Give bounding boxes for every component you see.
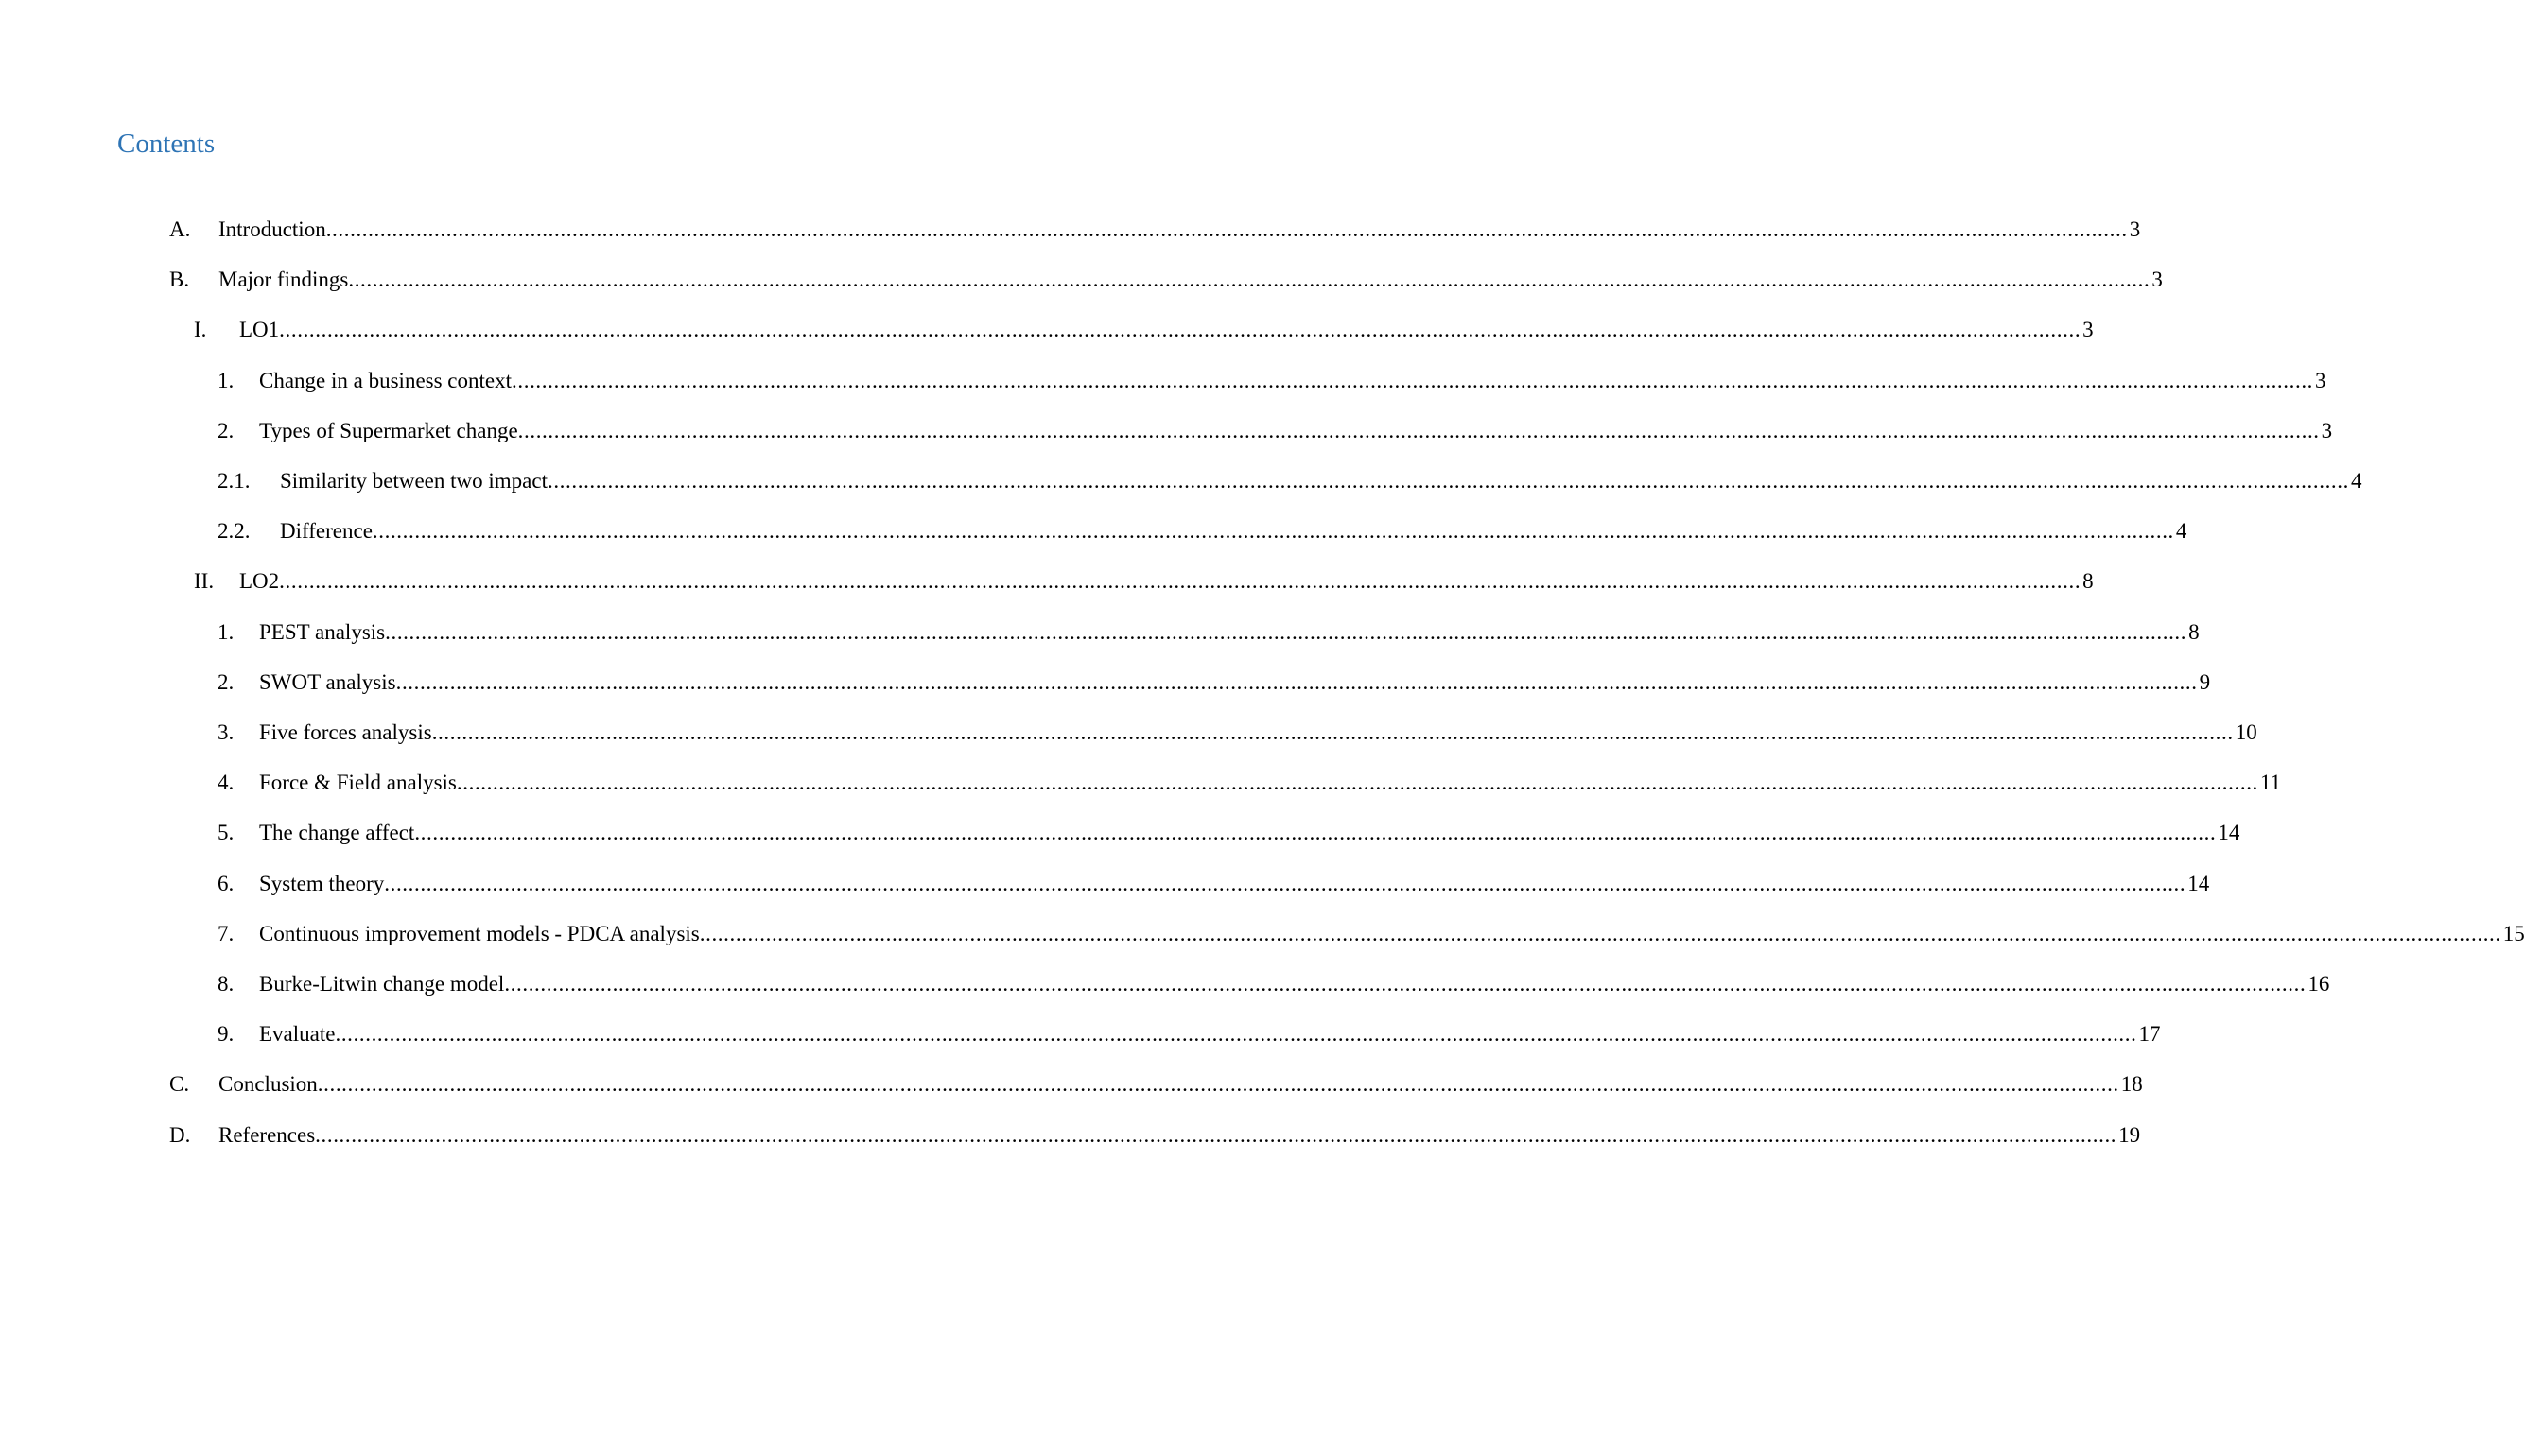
toc-entry-number: D. <box>169 1123 191 1147</box>
toc-entry-title[interactable]: LO1 <box>239 318 280 341</box>
toc-entry[interactable] <box>0 304 2094 355</box>
toc-entry-line <box>239 304 2094 355</box>
toc-entry-number: 9. <box>218 1022 235 1046</box>
toc-entry-number: 3. <box>218 720 235 744</box>
toc-entry[interactable] <box>0 1009 2161 1059</box>
toc-entry-page-number: 3 <box>2315 369 2326 392</box>
toc-entry-number: 2. <box>218 670 235 694</box>
toc-dot-leader: ............................................................................................................................................................................................................................................................................................................ <box>279 318 2081 341</box>
toc-entry-line <box>259 657 2211 707</box>
toc-dot-leader: ............................................................................................................................................................................................................................................................................................................ <box>512 369 2314 392</box>
toc-entry-page-number: 8 <box>2188 620 2200 644</box>
toc-entry-page-number: 14 <box>2187 872 2210 895</box>
toc-entry-line <box>218 1110 2141 1160</box>
toc-entry-line <box>280 456 2362 506</box>
toc-entry-line <box>218 204 2141 254</box>
toc-dot-leader: ............................................................................................................................................................................................................................................................................................................ <box>384 872 2186 895</box>
toc-dot-leader: ............................................................................................................................................................................................................................................................................................................ <box>456 771 2258 794</box>
toc-entry-title[interactable]: Similarity between two impact <box>280 469 548 493</box>
toc-entry-page-number: 3 <box>2129 217 2141 241</box>
toc-entry[interactable] <box>0 456 2362 506</box>
toc-entry-number: A. <box>169 217 191 241</box>
toc-entry-line <box>280 506 2187 556</box>
toc-entry-title[interactable]: References <box>218 1123 316 1147</box>
toc-entry-number: 2.1. <box>218 469 251 493</box>
toc-dot-leader: ............................................................................................................................................................................................................................................................................................................ <box>317 1072 2119 1096</box>
toc-entry-title[interactable]: PEST analysis <box>259 620 386 644</box>
toc-entry-number: 6. <box>218 872 235 895</box>
toc-entry-title[interactable]: Burke-Litwin change model <box>259 972 505 996</box>
toc-entry[interactable] <box>0 707 2257 757</box>
toc-entry-number: 5. <box>218 821 235 844</box>
toc-entry-title[interactable]: Introduction <box>218 217 326 241</box>
toc-entry-title[interactable]: Force & Field analysis <box>259 771 457 794</box>
toc-entry-line <box>218 1059 2143 1109</box>
toc-entry-page-number: 18 <box>2120 1072 2143 1096</box>
toc-entry-line <box>259 607 2200 657</box>
toc-dot-leader: ............................................................................................................................................................................................................................................................................................................ <box>315 1123 2117 1147</box>
toc-entry-page-number: 16 <box>2307 972 2330 996</box>
toc-entry[interactable] <box>0 355 2326 406</box>
toc-dot-leader: ............................................................................................................................................................................................................................................................................................................ <box>279 569 2081 593</box>
toc-entry-line <box>259 707 2257 757</box>
toc-entry-page-number: 3 <box>2321 419 2333 442</box>
toc-entry[interactable] <box>0 556 2094 606</box>
toc-entry-page-number: 10 <box>2235 720 2257 744</box>
toc-dot-leader: ............................................................................................................................................................................................................................................................................................................ <box>517 419 2320 442</box>
toc-entry-title[interactable]: Evaluate <box>259 1022 336 1046</box>
toc-entry[interactable] <box>0 1059 2143 1109</box>
toc-entry[interactable] <box>0 506 2187 556</box>
toc-entry-title[interactable]: System theory <box>259 872 385 895</box>
toc-dot-leader: ............................................................................................................................................................................................................................................................................................................ <box>348 268 2151 291</box>
toc-entry-number: 2.2. <box>218 519 251 543</box>
toc-dot-leader: ............................................................................................................................................................................................................................................................................................................ <box>385 620 2187 644</box>
toc-entry-page-number: 17 <box>2138 1022 2161 1046</box>
toc-entry-line <box>259 1009 2161 1059</box>
toc-entry-line <box>259 355 2326 406</box>
toc-entry[interactable] <box>0 657 2211 707</box>
toc-entry-page-number: 9 <box>2199 670 2211 694</box>
toc-entry[interactable] <box>0 406 2333 456</box>
toc-entry-line <box>259 858 2210 909</box>
toc-entry-number: 1. <box>218 369 235 392</box>
toc-entry-title[interactable]: Continuous improvement models - PDCA analysis <box>259 922 700 945</box>
toc-entry[interactable] <box>0 254 2163 304</box>
toc-entry-page-number: 8 <box>2082 569 2094 593</box>
toc-entry[interactable] <box>0 858 2210 909</box>
toc-entry[interactable] <box>0 959 2330 1009</box>
toc-entry[interactable] <box>0 807 2240 858</box>
toc-entry-title[interactable]: SWOT analysis <box>259 670 396 694</box>
toc-heading: Contents <box>117 129 216 159</box>
toc-entry-number: C. <box>169 1072 190 1096</box>
toc-entry-title[interactable]: The change affect <box>259 821 415 844</box>
toc-entry-page-number: 19 <box>2118 1123 2141 1147</box>
toc-entry-line <box>239 556 2094 606</box>
toc-dot-leader: ............................................................................................................................................................................................................................................................................................................ <box>699 922 2501 945</box>
toc-entry-title[interactable]: LO2 <box>239 569 280 593</box>
toc-entry-number: 8. <box>218 972 235 996</box>
toc-entry-page-number: 11 <box>2259 771 2282 794</box>
toc-entry-page-number: 4 <box>2350 469 2362 493</box>
toc-entry-page-number: 3 <box>2151 268 2163 291</box>
toc-entry-title[interactable]: Five forces analysis <box>259 720 432 744</box>
toc-dot-leader: ............................................................................................................................................................................................................................................................................................................ <box>431 720 2234 744</box>
toc-entry[interactable] <box>0 1110 2141 1160</box>
toc-dot-leader: ............................................................................................................................................................................................................................................................................................................ <box>372 519 2174 543</box>
toc-entry-number: 7. <box>218 922 235 945</box>
toc-entry[interactable] <box>0 909 2525 959</box>
toc-entry[interactable] <box>0 204 2141 254</box>
toc-entry-number: 1. <box>218 620 235 644</box>
toc-entry-line <box>259 909 2525 959</box>
toc-dot-leader: ............................................................................................................................................................................................................................................................................................................ <box>325 217 2128 241</box>
toc-entry-number: I. <box>194 318 207 341</box>
toc-entry-number: 4. <box>218 771 235 794</box>
toc-dot-leader: ............................................................................................................................................................................................................................................................................................................ <box>335 1022 2137 1046</box>
toc-entry-page-number: 4 <box>2175 519 2187 543</box>
toc-entry-title[interactable]: Change in a business context <box>259 369 513 392</box>
toc-entry-number: II. <box>194 569 215 593</box>
toc-entry-title[interactable]: Major findings <box>218 268 349 291</box>
toc-entry-title[interactable]: Difference <box>280 519 373 543</box>
toc-entry-number: 2. <box>218 419 235 442</box>
toc-dot-leader: ............................................................................................................................................................................................................................................................................................................ <box>504 972 2307 996</box>
toc-entry-page-number: 15 <box>2502 922 2525 945</box>
toc-entry-line <box>259 406 2333 456</box>
toc-dot-leader: ............................................................................................................................................................................................................................................................................................................ <box>547 469 2349 493</box>
toc-entry-page-number: 14 <box>2218 821 2240 844</box>
toc-entry-line <box>259 807 2240 858</box>
toc-entry-page-number: 3 <box>2082 318 2094 341</box>
toc-dot-leader: ............................................................................................................................................................................................................................................................................................................ <box>414 821 2217 844</box>
toc-dot-leader: ............................................................................................................................................................................................................................................................................................................ <box>395 670 2198 694</box>
toc-entry[interactable] <box>0 607 2200 657</box>
toc-entry[interactable] <box>0 757 2282 807</box>
toc-entry-number: B. <box>169 268 190 291</box>
toc-entry-title[interactable]: Conclusion <box>218 1072 318 1096</box>
toc-entry-line <box>259 959 2330 1009</box>
toc-entry-line <box>218 254 2163 304</box>
toc-entry-title[interactable]: Types of Supermarket change <box>259 419 518 442</box>
toc-entry-line <box>259 757 2282 807</box>
